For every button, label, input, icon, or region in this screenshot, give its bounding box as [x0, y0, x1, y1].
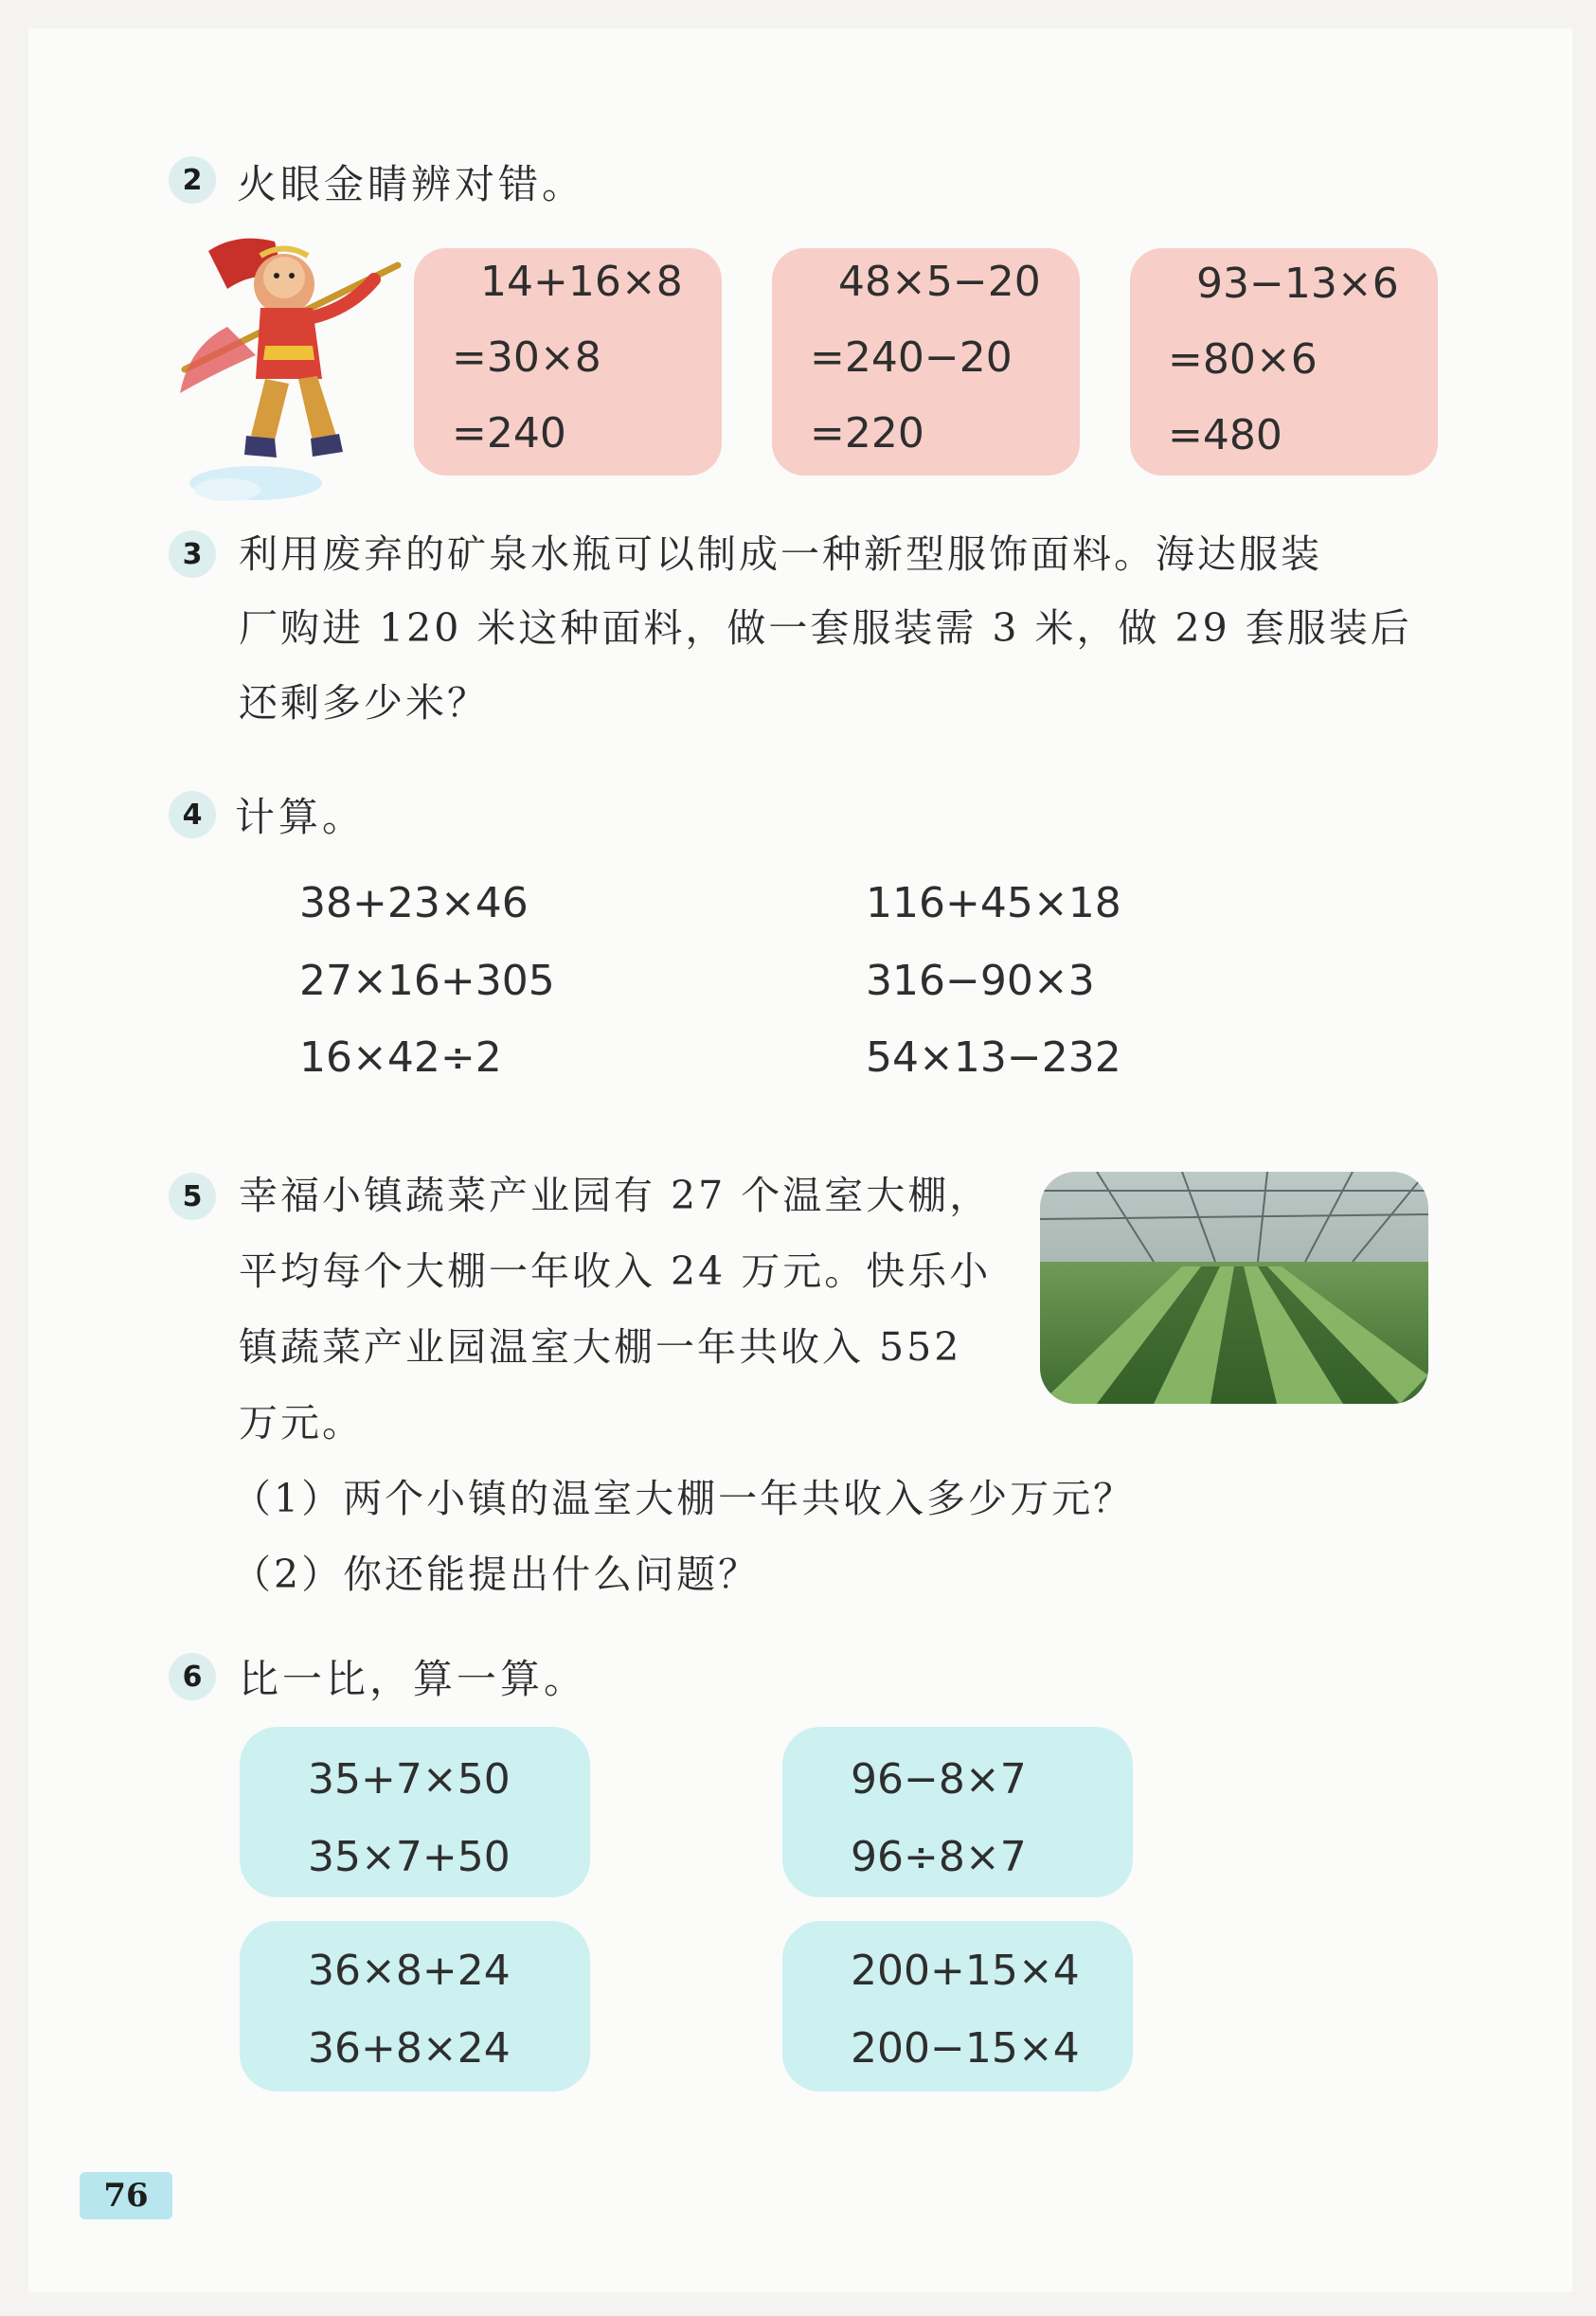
- question-5-line-4: 万元。: [239, 1400, 364, 1445]
- question-5-line-3: 镇蔬菜产业园温室大棚一年共收入 552: [239, 1324, 962, 1370]
- question-5-sub-2: （2）你还能提出什么问题？: [232, 1552, 761, 1597]
- compare-card-4: [782, 1921, 1133, 2092]
- calc-expression: 54×13−232: [866, 1033, 1121, 1082]
- question-5-line-1: 幸福小镇蔬菜产业园有 27 个温室大棚，: [239, 1173, 992, 1218]
- question-6-title: 比一比，算一算。: [239, 1656, 588, 1702]
- monkey-king-illustration: [170, 213, 407, 507]
- question-3-number: 3: [169, 530, 216, 578]
- compare-card-1: [240, 1727, 590, 1897]
- question-5-number: 5: [169, 1173, 216, 1220]
- question-4-number: 4: [169, 791, 216, 838]
- calc-expression: 38+23×46: [299, 879, 529, 927]
- card-line: 96−8×7: [851, 1755, 1027, 1804]
- card-line: 200+15×4: [851, 1947, 1080, 1995]
- card-line: =240: [452, 409, 566, 458]
- card-line: 200−15×4: [851, 2024, 1080, 2073]
- page-number: 76: [80, 2172, 172, 2219]
- compare-card-3: [240, 1921, 590, 2092]
- card-line: =240−20: [810, 333, 1013, 382]
- question-3-line-2: 厂购进 120 米这种面料，做一套服装需 3 米，做 29 套服装后: [239, 605, 1412, 651]
- question-5-line-2: 平均每个大棚一年收入 24 万元。快乐小: [239, 1248, 992, 1294]
- question-6-number: 6: [169, 1653, 216, 1700]
- card-line: 96÷8×7: [851, 1833, 1027, 1881]
- error-check-card-3: [1130, 248, 1438, 476]
- calc-expression: 116+45×18: [866, 879, 1121, 927]
- card-line: =30×8: [452, 333, 601, 382]
- card-line: 35×7+50: [308, 1833, 511, 1881]
- question-5-sub-1: （1）两个小镇的温室大棚一年共收入多少万元？: [232, 1476, 1136, 1521]
- greenhouse-photo: [1040, 1172, 1428, 1404]
- question-3-line-1: 利用废弃的矿泉水瓶可以制成一种新型服饰面料。海达服装: [239, 531, 1322, 577]
- card-line: 14+16×8: [480, 258, 683, 306]
- error-check-card-1: [414, 248, 722, 476]
- error-check-card-2: [772, 248, 1080, 476]
- card-line: 36+8×24: [308, 2024, 511, 2073]
- compare-card-2: [782, 1727, 1133, 1897]
- question-2-title: 火眼金睛辨对错。: [237, 161, 586, 207]
- card-line: =80×6: [1168, 335, 1318, 384]
- calc-expression: 16×42÷2: [299, 1033, 502, 1082]
- card-line: =480: [1168, 411, 1282, 459]
- calc-expression: 27×16+305: [299, 957, 555, 1005]
- question-4-title: 计算。: [235, 794, 367, 840]
- question-3-line-3: 还剩多少米？: [239, 680, 489, 726]
- card-line: 35+7×50: [308, 1755, 511, 1804]
- calc-expression: 316−90×3: [866, 957, 1095, 1005]
- question-2-number: 2: [169, 156, 216, 204]
- card-line: 93−13×6: [1196, 260, 1399, 308]
- card-line: =220: [810, 409, 924, 458]
- card-line: 48×5−20: [838, 258, 1041, 306]
- card-line: 36×8+24: [308, 1947, 511, 1995]
